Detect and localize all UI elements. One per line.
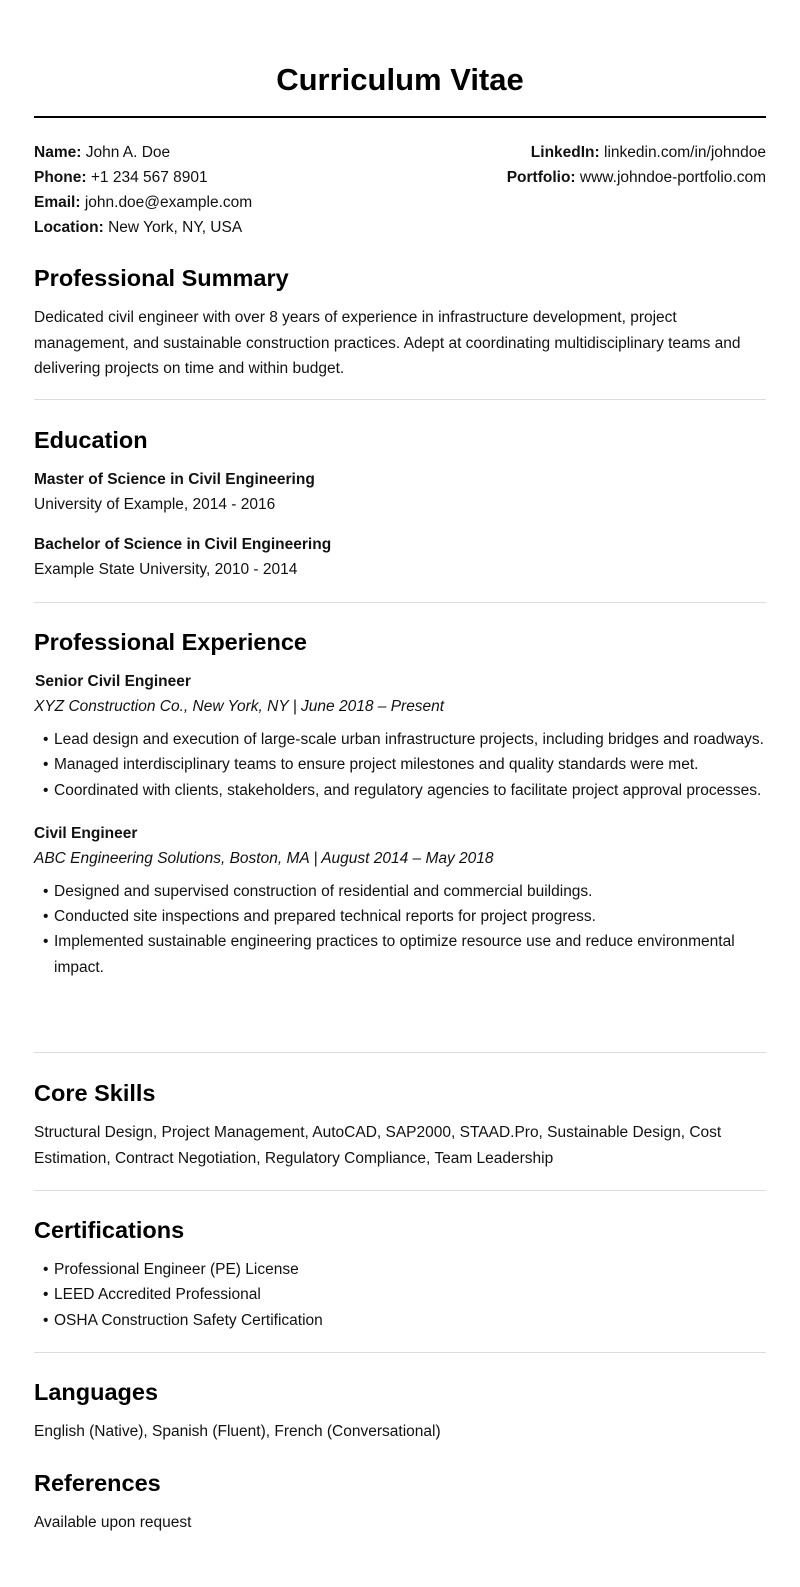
phone-label: Phone: [34,169,87,186]
contact-linkedin [507,140,766,165]
contact-location [34,215,252,240]
job-bullets [34,879,766,980]
summary-heading: Professional Summary [34,265,289,291]
references-text: Available upon request [34,1514,192,1531]
list-item: • Professional Engineer (PE) License [34,1257,766,1282]
education-item [34,532,766,582]
education-heading: Education [34,427,148,453]
references-section [34,1468,766,1536]
location-value: New York, NY, USA [108,219,243,236]
list-item: • Implemented sustainable engineering practices to optimize resource use and reduce environmental impact. [34,929,766,980]
degree-title: Master of Science in Civil Engineering [34,471,315,488]
section-divider [34,399,766,400]
contact-block-right [507,140,766,190]
title-divider [34,116,766,118]
list-item: • Designed and supervised construction of residential and commercial buildings. [34,879,766,904]
experience-heading: Professional Experience [34,629,307,655]
contact-portfolio [507,165,766,190]
contact-block-left [34,140,252,240]
list-item: • Conducted site inspections and prepared technical reports for project progress. [34,904,766,929]
linkedin-label: LinkedIn: [530,144,600,161]
list-item: • Lead design and execution of large-scale urban infrastructure projects, including bridges and roadways. [34,727,766,752]
certifications-section [34,1215,766,1333]
linkedin-value: linkedin.com/in/johndoe [604,144,766,161]
summary-text: Dedicated civil engineer with over 8 years of experience in infrastructure development, project management, and sustainable construction practices. Adept at coordinating multidisciplinary teams and delivering projects on time and within budget. [34,309,741,377]
list-item: • LEED Accredited Professional [34,1282,766,1307]
contact-phone [34,165,252,190]
job-meta: XYZ Construction Co., New York, NY | June 2018 – Present [34,698,445,715]
list-item: • OSHA Construction Safety Certification [34,1308,766,1333]
job-title: Civil Engineer [34,824,138,842]
skills-text: Structural Design, Project Management, AutoCAD, SAP2000, STAAD.Pro, Sustainable Design, Cost Estimation, Contract Negotiation, Regulatory Compliance, Team Leadership [34,1124,722,1167]
degree-detail: Example State University, 2010 - 2014 [34,561,298,578]
job-bullets [34,727,766,803]
list-item: • Coordinated with clients, stakeholders, and regulatory agencies to facilitate project approval processes. [34,778,766,803]
degree-title: Bachelor of Science in Civil Engineering [34,536,332,553]
name-label: Name: [34,144,82,161]
section-divider [34,1352,766,1353]
languages-section [34,1377,766,1445]
skills-section [34,1078,766,1171]
skills-heading: Core Skills [34,1080,156,1106]
portfolio-value: www.johndoe-portfolio.com [579,169,766,186]
contact-name [34,140,252,165]
job-entry [34,669,766,803]
references-heading: References [34,1470,161,1496]
email-label: Email: [34,194,81,211]
certifications-list [34,1257,766,1333]
education-item [34,467,766,517]
experience-section [34,627,766,980]
contact-email [34,190,252,215]
languages-text: English (Native), Spanish (Fluent), French (Conversational) [34,1423,441,1440]
page-title: Curriculum Vitae [276,62,524,97]
list-item: • Managed interdisciplinary teams to ensure project milestones and quality standards were met. [34,752,766,777]
certifications-heading: Certifications [34,1217,185,1243]
name-value: John A. Doe [85,144,171,161]
phone-value: +1 234 567 8901 [90,169,208,186]
section-divider [34,602,766,603]
degree-detail: University of Example, 2014 - 2016 [34,496,276,513]
education-section [34,425,766,582]
section-divider [34,1190,766,1191]
summary-section [34,263,766,382]
languages-heading: Languages [34,1379,159,1405]
location-label: Location: [34,219,104,236]
job-entry [34,821,766,980]
section-divider [34,1052,766,1053]
portfolio-label: Portfolio: [506,169,576,186]
email-value: john.doe@example.com [84,194,253,211]
job-title: Senior Civil Engineer [35,673,191,690]
job-meta: ABC Engineering Solutions, Boston, MA | August 2014 – May 2018 [34,849,494,867]
